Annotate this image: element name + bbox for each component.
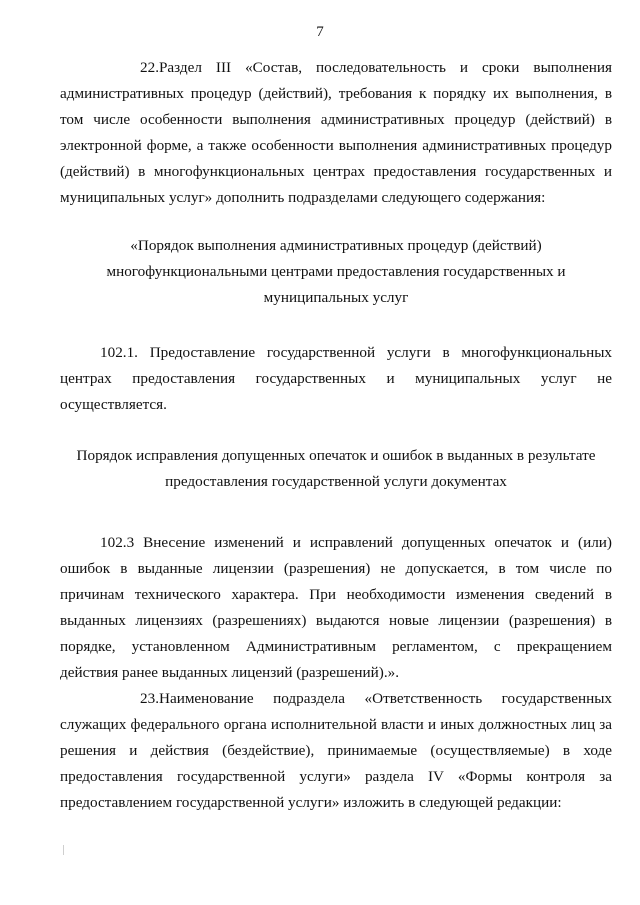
- paragraph-22-number: 22.: [140, 59, 159, 76]
- section-heading-corrections-line-1: Порядок исправления допущенных опечаток и ошибок в выданных в результате: [76, 447, 596, 464]
- section-heading-mfc-line-1: «Порядок выполнения административных процедур (действий): [130, 237, 542, 254]
- paragraph-102-3-text: 102.3 Внесение изменений и исправлений допущенных опечаток и (или) ошибок в выданные лицензии (разрешения) не допускается, в том числе по причинам технического характера. При необходимости изменения сведений в выданных лицензиях (разрешениях) выдаются новые лицензии (разрешения) в порядке, установленном Административным регламентом, с прекращением действия ранее выданных лицензий (разрешений).».: [60, 534, 612, 681]
- paragraph-22: [60, 55, 612, 211]
- paragraph-102-3: [60, 530, 612, 686]
- paragraph-22-text: [60, 55, 612, 211]
- section-heading-mfc: [60, 233, 612, 311]
- paragraph-23: [60, 686, 612, 816]
- paragraph-22-body: Раздел III «Состав, последовательность и сроки выполнения административных процедур (действий), требования к порядку их выполнения, в том числе особенности выполнения административных процедур (действий) в электронной форме, а также особенности выполнения административных процедур (действий) в многофункциональных центрах предоставления государственных и муниципальных услуг» дополнить подразделами следующего содержания:: [60, 59, 612, 206]
- section-heading-mfc-line-3: муниципальных услуг: [263, 289, 409, 306]
- section-heading-mfc-line-2: многофункциональными центрами предоставления государственных и: [106, 263, 566, 280]
- paragraph-23-number: 23.: [140, 690, 159, 707]
- paragraph-102-1: [60, 340, 612, 418]
- section-heading-corrections: [60, 443, 612, 495]
- page-number: 7: [316, 24, 324, 40]
- paragraph-23-text: [60, 686, 612, 816]
- paragraph-102-1-text: 102.1. Предоставление государственной услуги в многофункциональных центрах предоставления государственных и муниципальных услуг не осуществляется.: [60, 344, 612, 413]
- scan-margin-mark: [63, 845, 64, 855]
- section-heading-corrections-line-2: предоставления государственной услуги документах: [165, 473, 507, 490]
- paragraph-23-body: Наименование подраздела «Ответственность государственных служащих федерального органа исполнительной власти и иных должностных лиц за решения и действия (бездействие), принимаемые (осуществляемые) в ходе предоставления государственной услуги» раздела IV «Формы контроля за предоставлением государственной услуги» изложить в следующей редакции:: [60, 690, 612, 811]
